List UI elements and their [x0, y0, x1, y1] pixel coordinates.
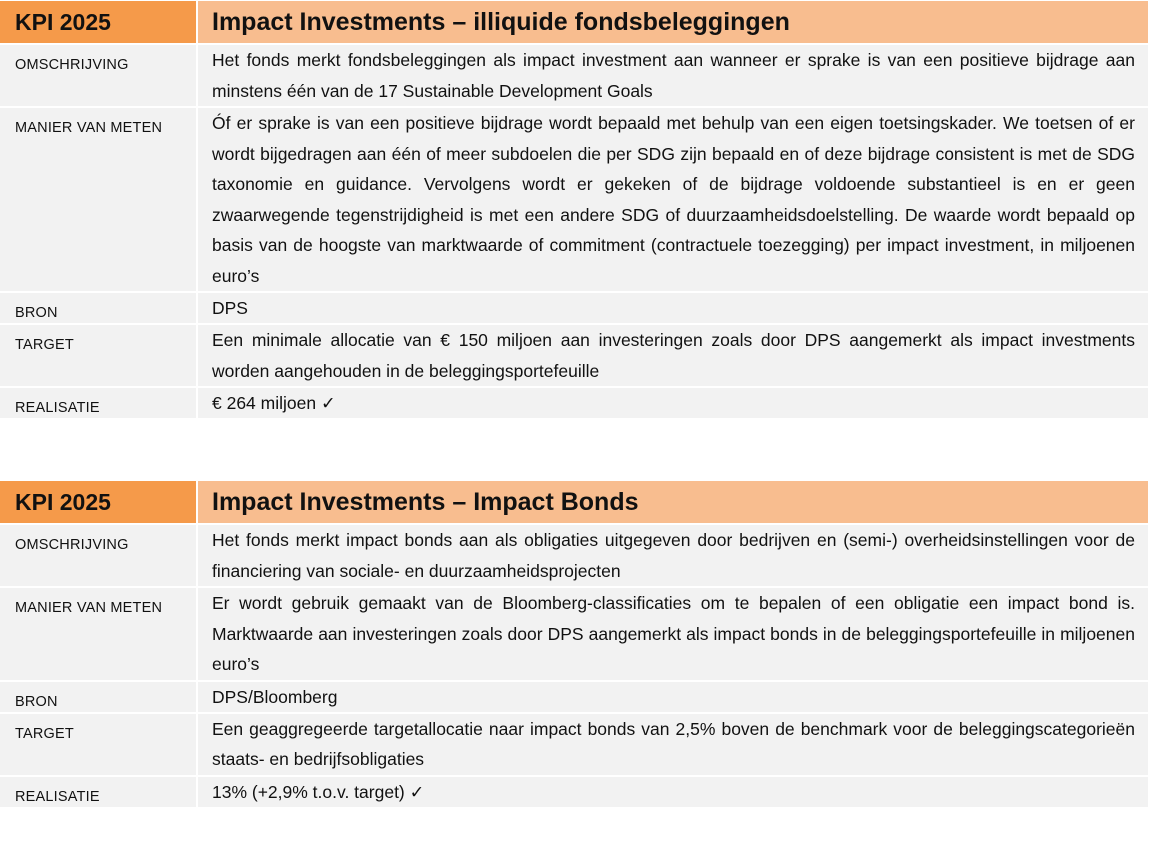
- row-label-target: TARGET: [0, 325, 196, 386]
- row-value-target: Een geaggregeerde targetallocatie naar impact bonds van 2,5% boven de benchmark voor de beleggingscategorieën staats- en bedrijfsobligaties: [198, 714, 1148, 775]
- row-label-manier-van-meten: MANIER VAN METEN: [0, 588, 196, 680]
- row-label-manier-van-meten: MANIER VAN METEN: [0, 108, 196, 291]
- kpi-table-impact-bonds: [0, 481, 1148, 807]
- row-label-realisatie: REALISATIE: [0, 777, 196, 807]
- kpi-header-title: Impact Investments – illiquide fondsbeleggingen: [198, 1, 1148, 43]
- kpi-header-label: KPI 2025: [0, 481, 196, 523]
- row-value-omschrijving: Het fonds merkt impact bonds aan als obligaties uitgegeven door bedrijven en (semi-) overheidsinstellingen voor de financiering van sociale- en duurzaamheidsprojecten: [198, 525, 1148, 586]
- kpi-header-title: Impact Investments – Impact Bonds: [198, 481, 1148, 523]
- row-label-omschrijving: OMSCHRIJVING: [0, 525, 196, 586]
- row-value-bron: DPS/Bloomberg: [198, 682, 1148, 712]
- row-label-target: TARGET: [0, 714, 196, 775]
- row-label-omschrijving: OMSCHRIJVING: [0, 45, 196, 106]
- row-value-omschrijving: Het fonds merkt fondsbeleggingen als impact investment aan wanneer er sprake is van een positieve bijdrage aan minstens één van de 17 Sustainable Development Goals: [198, 45, 1148, 106]
- row-value-manier-van-meten: Óf er sprake is van een positieve bijdrage wordt bepaald met behulp van een eigen toetsingskader. We toetsen of er wordt bijgedragen aan één of meer subdoelen die per SDG zijn bepaald en of deze bijdrage consistent is met de SDG taxonomie en guidance. Vervolgens wordt er gekeken of de bijdrage voldoende substantieel is en er geen zwaarwegende tegenstrijdigheid is met een andere SDG of duurzaamheidsdoelstelling. De waarde wordt bepaald op basis van de hoogste van marktwaarde of commitment (contractuele toezegging) per impact investment, in miljoenen euro’s: [198, 108, 1148, 291]
- row-label-bron: BRON: [0, 682, 196, 712]
- row-label-realisatie: REALISATIE: [0, 388, 196, 418]
- row-label-bron: BRON: [0, 293, 196, 323]
- row-value-manier-van-meten: Er wordt gebruik gemaakt van de Bloomberg-classificaties om te bepalen of een obligatie een impact bond is. Marktwaarde aan investeringen zoals door DPS aangemerkt als impact bonds in de beleggingsportefeuille in miljoenen euro’s: [198, 588, 1148, 680]
- row-value-realisatie: € 264 miljoen ✓: [198, 388, 1148, 418]
- row-value-bron: DPS: [198, 293, 1148, 323]
- row-value-target: Een minimale allocatie van € 150 miljoen aan investeringen zoals door DPS aangemerkt als impact investments worden aangehouden in de beleggingsportefeuille: [198, 325, 1148, 386]
- row-value-realisatie: 13% (+2,9% t.o.v. target) ✓: [198, 777, 1148, 807]
- kpi-table-illiquide: [0, 1, 1148, 418]
- kpi-header-label: KPI 2025: [0, 1, 196, 43]
